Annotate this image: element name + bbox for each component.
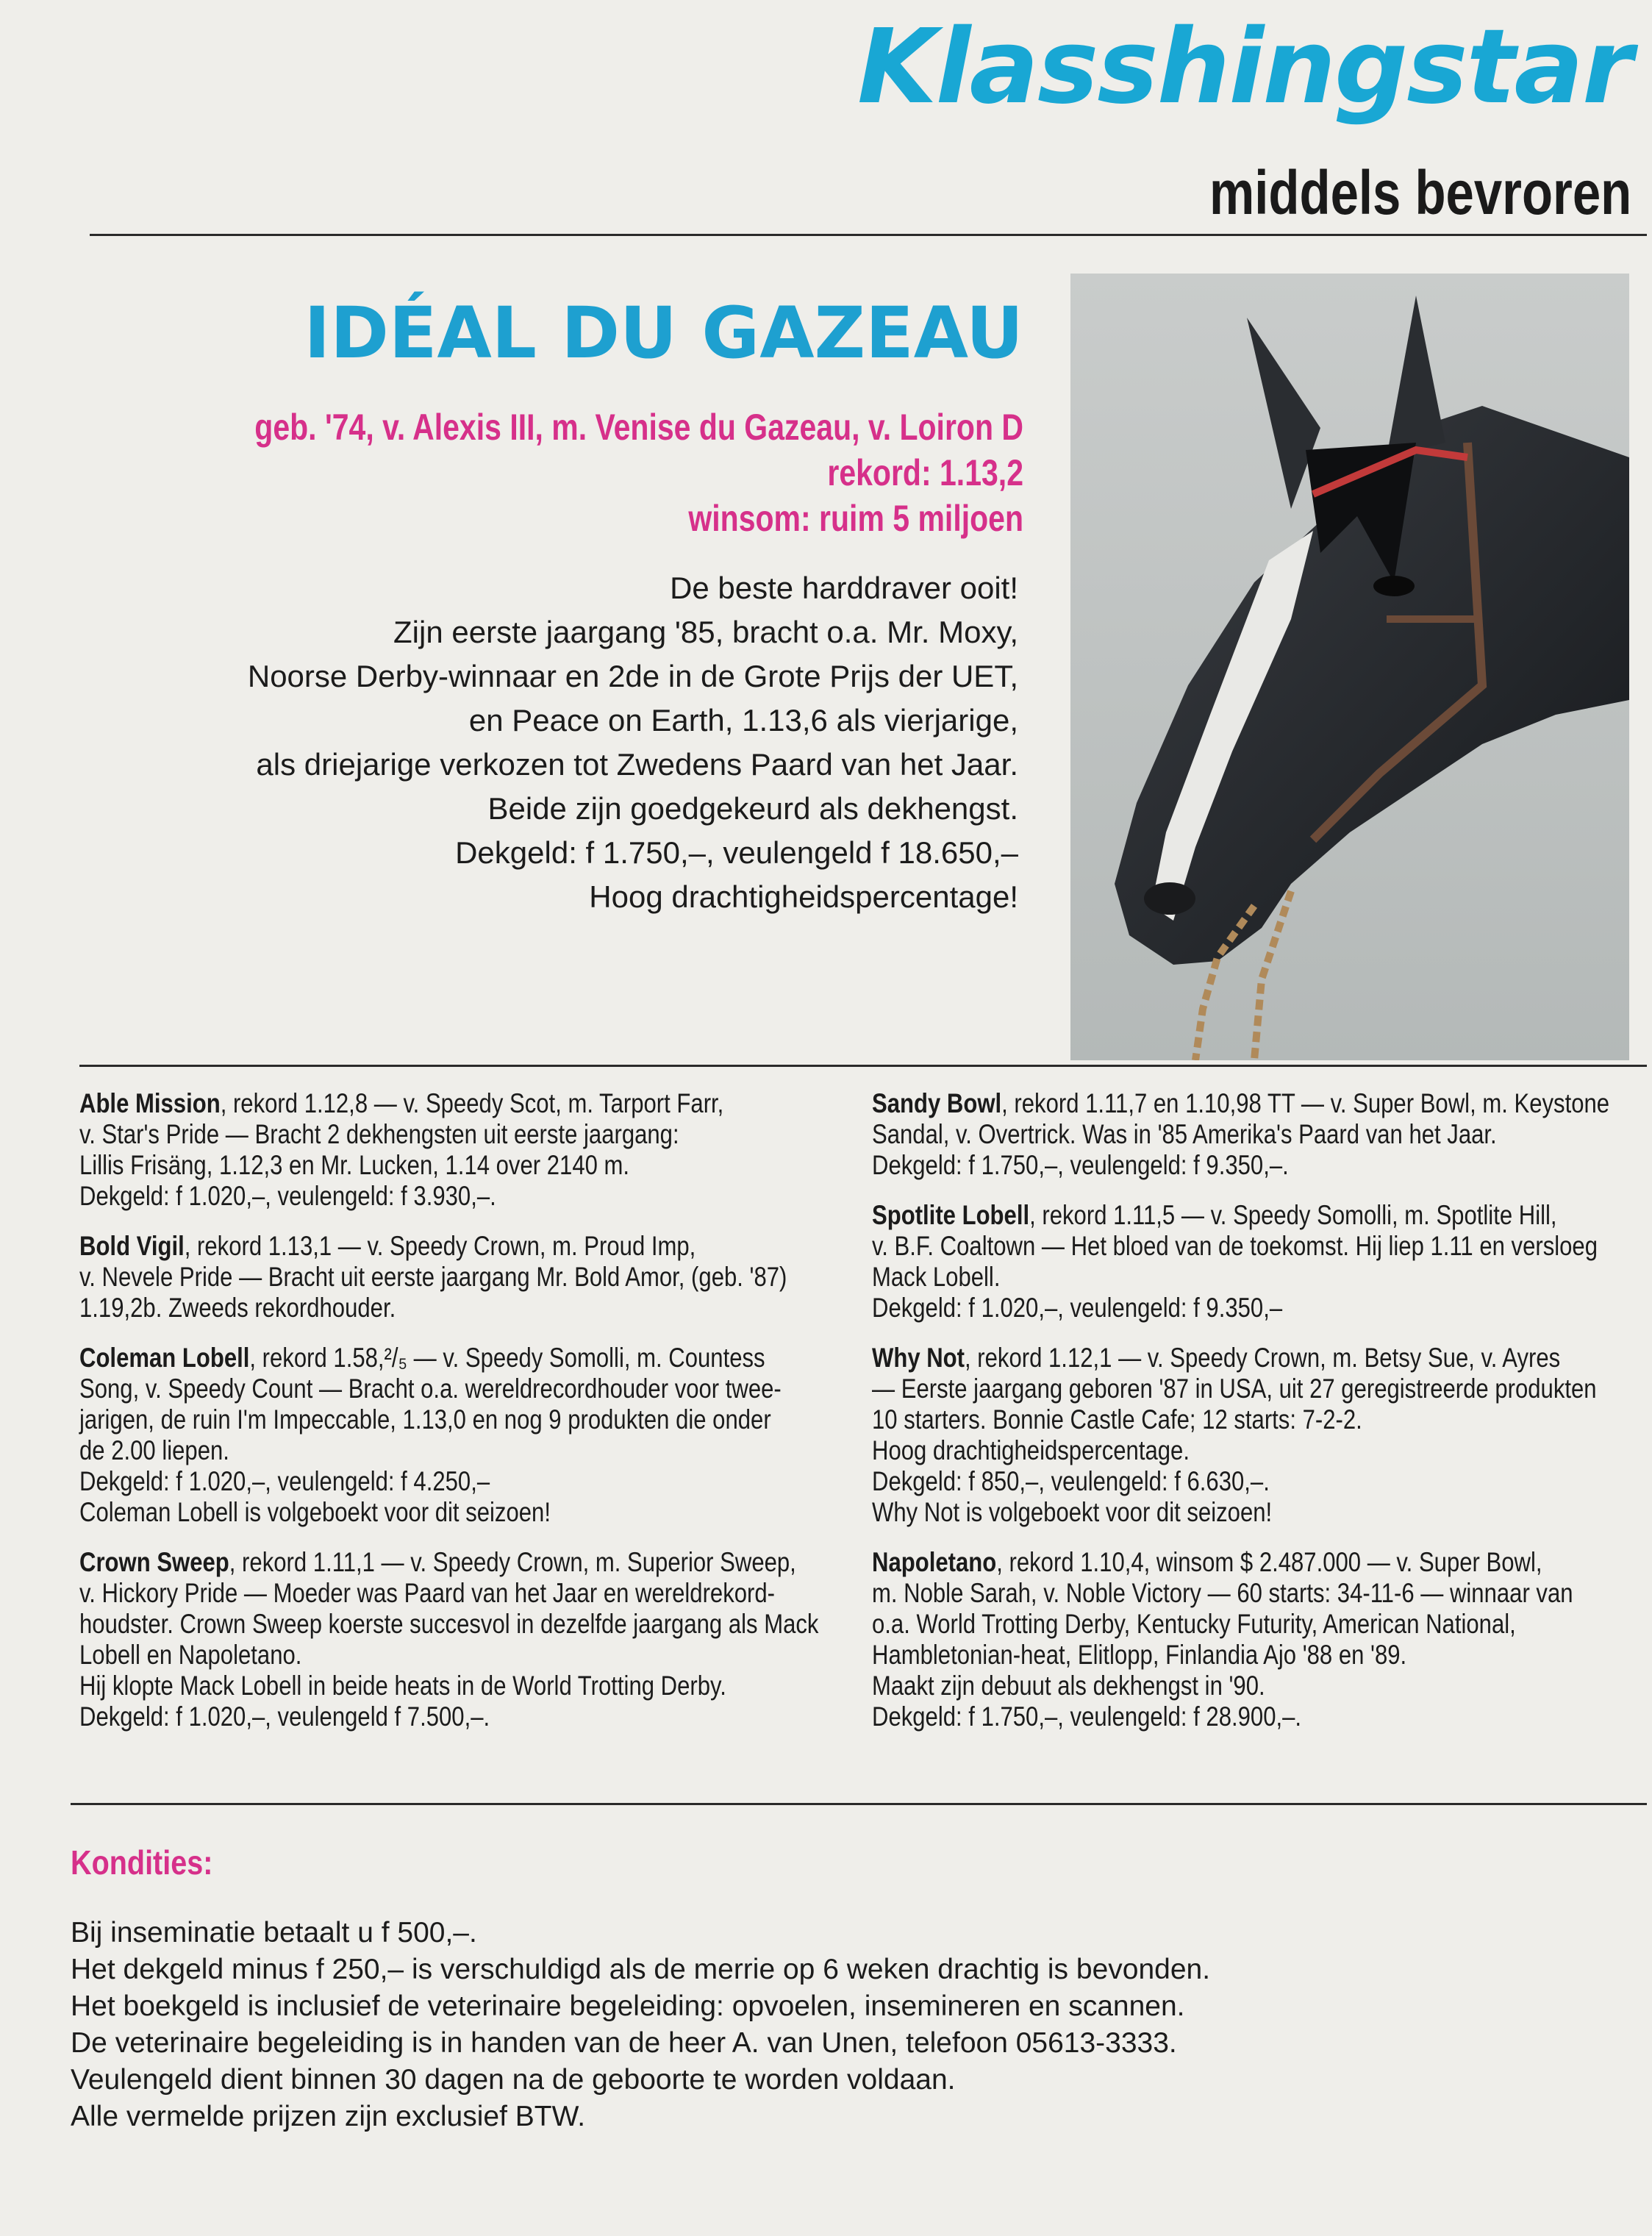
page-subtitle: middels bevroren bbox=[1209, 158, 1631, 227]
stallion-text: , rekord 1.11,5 — v. Speedy Somolli, m. Spotlite Hill, bbox=[1029, 1200, 1557, 1230]
pedigree-line: rekord: 1.13,2 bbox=[827, 452, 1023, 493]
stallion-name: Able Mission bbox=[79, 1088, 221, 1118]
stallion-entry-crown-sweep bbox=[79, 1547, 873, 1732]
stallion-text: de 2.00 liepen. bbox=[79, 1435, 229, 1465]
stallion-entry-why-not bbox=[872, 1343, 1652, 1528]
pedigree-line: winsom: ruim 5 miljoen bbox=[688, 498, 1023, 539]
stallion-entry-coleman-lobell bbox=[79, 1343, 873, 1528]
stallion-text: m. Noble Sarah, v. Noble Victory — 60 starts: 34-11-6 — winnaar van bbox=[872, 1578, 1573, 1608]
stallion-name: Bold Vigil bbox=[79, 1231, 185, 1261]
horse-head-photo bbox=[1070, 274, 1629, 1060]
stallion-text: Dekgeld: f 1.020,–, veulengeld f 7.500,–. bbox=[79, 1701, 490, 1732]
stallion-text: Mack Lobell. bbox=[872, 1262, 1001, 1292]
stallion-text: Dekgeld: f 1.750,–, veulengeld: f 28.900,–. bbox=[872, 1701, 1302, 1732]
conditions-line: Het boekgeld is inclusief de veterinaire begeleiding: opvoelen, insemineren en scannen. bbox=[71, 1990, 1185, 2022]
stallion-text: jarigen, de ruin I'm Impeccable, 1.13,0 en nog 9 produkten die onder bbox=[79, 1404, 771, 1435]
stallion-name: Crown Sweep bbox=[79, 1547, 229, 1577]
stallion-entry-able-mission bbox=[79, 1088, 873, 1212]
stallion-entry-spotlite-lobell bbox=[872, 1200, 1652, 1324]
description-line: Zijn eerste jaargang '85, bracht o.a. Mr. Moxy, bbox=[393, 615, 1018, 649]
stallion-entry-sandy-bowl bbox=[872, 1088, 1652, 1181]
description-line: Noorse Derby-winnaar en 2de in de Grote Prijs der UET, bbox=[247, 659, 1018, 693]
stallion-text: houdster. Crown Sweep koerste succesvol in dezelfde jaargang als Mack bbox=[79, 1609, 819, 1639]
stallion-text: Sandal, v. Overtrick. Was in '85 Amerika's Paard van het Jaar. bbox=[872, 1119, 1497, 1149]
feature-pedigree bbox=[68, 404, 1023, 541]
pedigree-line: geb. '74, v. Alexis III, m. Venise du Gazeau, v. Loiron D bbox=[254, 407, 1024, 448]
conditions-text bbox=[71, 1915, 1541, 2135]
stallion-entry-napoletano bbox=[872, 1547, 1652, 1732]
stallion-text: Dekgeld: f 1.020,–, veulengeld: f 9.350,– bbox=[872, 1293, 1283, 1323]
horse-head-illustration bbox=[1070, 274, 1629, 1060]
stallion-text: , rekord 1.11,1 — v. Speedy Crown, m. Superior Sweep, bbox=[229, 1547, 796, 1577]
stallion-name: Coleman Lobell bbox=[79, 1343, 250, 1373]
stallion-text: Lobell en Napoletano. bbox=[79, 1640, 302, 1670]
stallion-text: o.a. World Trotting Derby, Kentucky Futurity, American National, bbox=[872, 1609, 1516, 1639]
description-line: als driejarige verkozen tot Zwedens Paard van het Jaar. bbox=[256, 747, 1018, 782]
stallion-name: Why Not bbox=[872, 1343, 965, 1373]
stallion-list-left bbox=[79, 1088, 873, 1751]
feature-description bbox=[0, 566, 1018, 919]
stallion-text: v. B.F. Coaltown — Het bloed van de toekomst. Hij liep 1.11 en versloeg bbox=[872, 1231, 1598, 1261]
conditions-line: De veterinaire begeleiding is in handen van de heer A. van Unen, telefoon 05613-3333. bbox=[71, 2027, 1177, 2059]
stallion-text: 10 starters. Bonnie Castle Cafe; 12 starts: 7-2-2. bbox=[872, 1404, 1362, 1435]
stallion-text: Dekgeld: f 1.020,–, veulengeld: f 3.930,–. bbox=[79, 1181, 496, 1211]
description-line: Dekgeld: f 1.750,–, veulengeld f 18.650,– bbox=[455, 835, 1018, 870]
stallion-text: , rekord 1.12,8 — v. Speedy Scot, m. Tarport Farr, bbox=[220, 1088, 724, 1118]
stallion-text: Dekgeld: f 1.020,–, veulengeld: f 4.250,– bbox=[79, 1466, 490, 1496]
description-line: en Peace on Earth, 1.13,6 als vierjarige, bbox=[468, 703, 1018, 737]
divider-bottom bbox=[71, 1803, 1647, 1805]
conditions-line: Het dekgeld minus f 250,– is verschuldigd als de merrie op 6 weken drachtig is bevonden. bbox=[71, 1954, 1211, 1985]
conditions-line: Veulengeld dient binnen 30 dagen na de geboorte te worden voldaan. bbox=[71, 2064, 956, 2096]
stallion-name: Napoletano bbox=[872, 1547, 997, 1577]
description-line: Beide zijn goedgekeurd als dekhengst. bbox=[487, 791, 1018, 826]
divider-middle bbox=[79, 1065, 1647, 1067]
stallion-entry-bold-vigil bbox=[79, 1231, 873, 1324]
conditions-title: Kondities: bbox=[71, 1843, 213, 1882]
stallion-text: Maakt zijn debuut als dekhengst in '90. bbox=[872, 1671, 1265, 1701]
stallion-text: Dekgeld: f 850,–, veulengeld: f 6.630,–. bbox=[872, 1466, 1270, 1496]
stallion-list-right bbox=[872, 1088, 1652, 1751]
stallion-text: , rekord 1.13,1 — v. Speedy Crown, m. Proud Imp, bbox=[184, 1231, 696, 1261]
page-title: Klasshingstar bbox=[857, 7, 1631, 127]
description-line: De beste harddraver ooit! bbox=[670, 571, 1018, 605]
stallion-text: 1.19,2b. Zweeds rekordhouder. bbox=[79, 1293, 396, 1323]
stallion-text: — Eerste jaargang geboren '87 in USA, uit 27 geregistreerde produkten bbox=[872, 1374, 1597, 1404]
stallion-text: Coleman Lobell is volgeboekt voor dit seizoen! bbox=[79, 1497, 551, 1527]
stallion-text: , rekord 1.10,4, winsom $ 2.487.000 — v. Super Bowl, bbox=[996, 1547, 1542, 1577]
stallion-name: Sandy Bowl bbox=[872, 1088, 1002, 1118]
conditions-line: Bij inseminatie betaalt u f 500,–. bbox=[71, 1917, 477, 1949]
stallion-text: Hij klopte Mack Lobell in beide heats in de World Trotting Derby. bbox=[79, 1671, 726, 1701]
stallion-text: v. Nevele Pride — Bracht uit eerste jaargang Mr. Bold Amor, (geb. '87) bbox=[79, 1262, 787, 1292]
stallion-text: Lillis Frisäng, 1.12,3 en Mr. Lucken, 1.14 over 2140 m. bbox=[79, 1150, 630, 1180]
divider-top bbox=[90, 234, 1647, 236]
stallion-name: Spotlite Lobell bbox=[872, 1200, 1030, 1230]
stallion-text: Hoog drachtigheidspercentage. bbox=[872, 1435, 1190, 1465]
feature-horse-name: IDÉAL DU GAZEAU bbox=[304, 292, 1023, 374]
stallion-text: Hambletonian-heat, Elitlopp, Finlandia Ajo '88 en '89. bbox=[872, 1640, 1407, 1670]
stallion-text: Why Not is volgeboekt voor dit seizoen! bbox=[872, 1497, 1273, 1527]
conditions-line: Alle vermelde prijzen zijn exclusief BTW. bbox=[71, 2101, 586, 2132]
stallion-text: , rekord 1.12,1 — v. Speedy Crown, m. Betsy Sue, v. Ayres bbox=[965, 1343, 1561, 1373]
stallion-text: v. Hickory Pride — Moeder was Paard van het Jaar en wereldrekord- bbox=[79, 1578, 776, 1608]
stallion-text: Song, v. Speedy Count — Bracht o.a. wereldrecordhouder voor twee- bbox=[79, 1374, 782, 1404]
description-line: Hoog drachtigheidspercentage! bbox=[589, 879, 1018, 914]
stallion-text: Dekgeld: f 1.750,–, veulengeld: f 9.350,–. bbox=[872, 1150, 1289, 1180]
stallion-text: , rekord 1.58,²/₅ — v. Speedy Somolli, m. Countess bbox=[249, 1343, 765, 1373]
stallion-text: v. Star's Pride — Bracht 2 dekhengsten uit eerste jaargang: bbox=[79, 1119, 679, 1149]
stallion-text: , rekord 1.11,7 en 1.10,98 TT — v. Super Bowl, m. Keystone bbox=[1001, 1088, 1610, 1118]
